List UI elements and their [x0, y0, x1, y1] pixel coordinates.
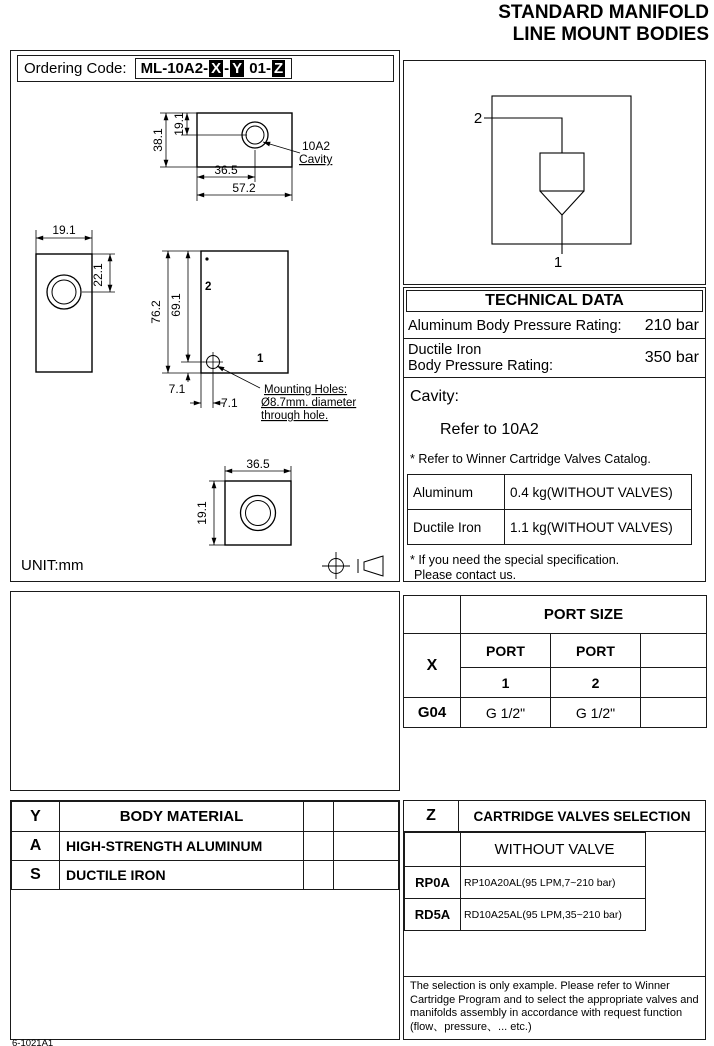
- body-material-table: [11, 801, 399, 890]
- body-material-panel: [10, 800, 400, 1040]
- empty-cell: [404, 596, 461, 634]
- cartridge-code-rp0a: RP0A: [405, 867, 461, 899]
- front-port1-label: 1: [257, 353, 264, 365]
- cartridge-selection-note: The selection is only example. Please refer to Winner Cartridge Program and to select the appropriate valves and manifolds assembly in accordance with request function (flow、pressure、... etc.): [404, 976, 705, 1037]
- aluminum-pressure-value: 210 bar: [644, 317, 699, 334]
- empty-cell: [405, 833, 461, 867]
- bottom-view-dimension-lines: [209, 466, 291, 545]
- port-number-2: 2: [551, 668, 641, 698]
- dim-side-width: 19.1: [52, 223, 76, 237]
- port-row-code: G04: [404, 698, 461, 728]
- page-title: [498, 2, 709, 46]
- table-row: [12, 861, 399, 890]
- empty-cell: [304, 832, 334, 861]
- empty-cell: [304, 802, 334, 832]
- projection-cone-icon: [358, 556, 383, 576]
- page-title-line2: LINE MOUNT BODIES: [512, 24, 709, 45]
- dim-front-height: 76.2: [149, 300, 163, 324]
- dim-front-hole-from-top: 69.1: [169, 293, 183, 317]
- table-row: [12, 802, 399, 832]
- projection-circle-icon: [322, 552, 350, 579]
- table-row: [408, 475, 692, 510]
- code-mid: 01-: [245, 60, 271, 77]
- ductile-pressure-value: 350 bar: [644, 349, 699, 366]
- dimensioned-drawings: [11, 83, 399, 579]
- top-view-outline: [197, 113, 292, 167]
- ductile-pressure-label: Ductile Iron Body Pressure Rating:: [408, 342, 554, 374]
- dim-top-width: 57.2: [232, 181, 256, 195]
- cartridge-code-rd5a: RD5A: [405, 899, 461, 931]
- mounting-note-line3: through hole.: [261, 410, 329, 422]
- cartridge-label-rd5a: RD10A25AL(95 LPM,35~210 bar): [461, 899, 646, 931]
- cartridge-header-row: [404, 801, 705, 832]
- unit-label: UNIT:mm: [21, 557, 84, 574]
- cartridge-z-header: Z: [404, 801, 459, 831]
- port-header-2: PORT: [551, 634, 641, 668]
- table-row: [408, 510, 692, 545]
- drawing-panel: [10, 50, 400, 582]
- weight-material-aluminum: Aluminum: [408, 475, 505, 510]
- table-row: [405, 867, 646, 899]
- code-y-badge: Y: [232, 60, 243, 77]
- technical-data-title: TECHNICAL DATA: [406, 290, 703, 312]
- page-footer-code: 6-1021A1: [12, 1038, 54, 1046]
- weight-material-ductile: Ductile Iron: [408, 510, 505, 545]
- side-view-outline: [36, 254, 92, 372]
- cavity-callout-line1: 10A2: [302, 139, 331, 153]
- empty-cell: [641, 668, 707, 698]
- pressure-rating-row-aluminum: [404, 314, 705, 339]
- pressure-rating-row-ductile: [404, 339, 705, 378]
- cartridge-label-rp0a: RP10A20AL(95 LPM,7~210 bar): [461, 867, 646, 899]
- body-material-y-header: Y: [12, 802, 60, 832]
- technical-data-panel: [403, 287, 706, 582]
- symbol-port2-label: 2: [473, 110, 483, 127]
- dim-bottom-width: 36.5: [246, 457, 270, 471]
- cartridge-table: [404, 832, 646, 931]
- hydraulic-symbol-panel: [403, 60, 706, 285]
- port-size-title: PORT SIZE: [461, 596, 707, 634]
- empty-cell: [334, 832, 399, 861]
- ordering-code-bar: [17, 55, 394, 82]
- table-row: [404, 596, 707, 634]
- weight-value-aluminum: 0.4 kg(WITHOUT VALVES): [505, 475, 692, 510]
- body-material-label-a: HIGH-STRENGTH ALUMINUM: [60, 832, 304, 861]
- special-spec-footnote: * If you need the special specification. Please contact us.: [410, 553, 620, 582]
- symbol-port1-label: 1: [553, 254, 563, 271]
- code-z-badge: Z: [273, 60, 284, 77]
- body-material-label-s: DUCTILE IRON: [60, 861, 304, 890]
- empty-cell: [304, 861, 334, 890]
- port-size-x-header: X: [404, 634, 461, 698]
- port-row-port2: G 1/2": [551, 698, 641, 728]
- page-title-line1: STANDARD MANIFOLD: [498, 2, 709, 23]
- cartridge-title: CARTRIDGE VALVES SELECTION: [473, 808, 691, 824]
- cavity-value: Refer to 10A2: [440, 421, 539, 438]
- aluminum-pressure-label: Aluminum Body Pressure Rating:: [408, 318, 622, 334]
- dim-top-port-y: 19.1: [172, 112, 186, 136]
- cavity-symbol-lines: [484, 96, 631, 254]
- without-valve-label: WITHOUT VALVE: [461, 833, 646, 867]
- dim-top-port-x: 36.5: [214, 163, 238, 177]
- weight-table: [407, 474, 692, 545]
- mounting-note-line2: Ø8.7mm. diameter: [261, 397, 357, 409]
- dim-front-hole-from-bottom: 7.1: [168, 382, 186, 396]
- code-sep: -: [224, 60, 230, 77]
- body-material-code-a: A: [12, 832, 60, 861]
- port-number-1: 1: [461, 668, 551, 698]
- body-material-code-s: S: [12, 861, 60, 890]
- ordering-code-label: Ordering Code:: [24, 60, 127, 77]
- cartridge-selection-panel: [403, 800, 706, 1040]
- dim-side-port-y: 22.1: [91, 263, 105, 287]
- empty-cell: [334, 861, 399, 890]
- port-row-port1: G 1/2": [461, 698, 551, 728]
- table-row: [12, 832, 399, 861]
- cavity-callout-line2: Cavity: [299, 152, 333, 166]
- dim-bottom-height: 19.1: [195, 501, 209, 525]
- empty-cell: [334, 802, 399, 832]
- cavity-label: Cavity:: [410, 388, 459, 405]
- empty-panel: [10, 591, 400, 791]
- port-size-table: [403, 595, 707, 728]
- cavity-symbol-drawing: [404, 61, 705, 284]
- port-header-1: PORT: [461, 634, 551, 668]
- cavity-note: * Refer to Winner Cartridge Valves Catalog.: [410, 452, 651, 466]
- front-view-outline: [201, 251, 288, 373]
- table-row: [405, 899, 646, 931]
- bottom-view-outline: [225, 481, 291, 545]
- weight-value-ductile: 1.1 kg(WITHOUT VALVES): [505, 510, 692, 545]
- table-row: [404, 634, 707, 668]
- table-row: [405, 833, 646, 867]
- front-port2-label: 2: [205, 281, 212, 293]
- body-material-title: BODY MATERIAL: [60, 802, 304, 832]
- mounting-note-line1: Mounting Holes:: [264, 384, 348, 396]
- table-row: [404, 698, 707, 728]
- dim-front-hole-from-left: 7.1: [221, 396, 238, 410]
- empty-cell: [641, 634, 707, 668]
- empty-cell: [641, 698, 707, 728]
- dim-top-height: 38.1: [151, 128, 165, 152]
- code-prefix: ML-10A2-: [140, 60, 209, 77]
- ordering-code-value: [135, 58, 293, 79]
- code-x-badge: X: [211, 60, 222, 77]
